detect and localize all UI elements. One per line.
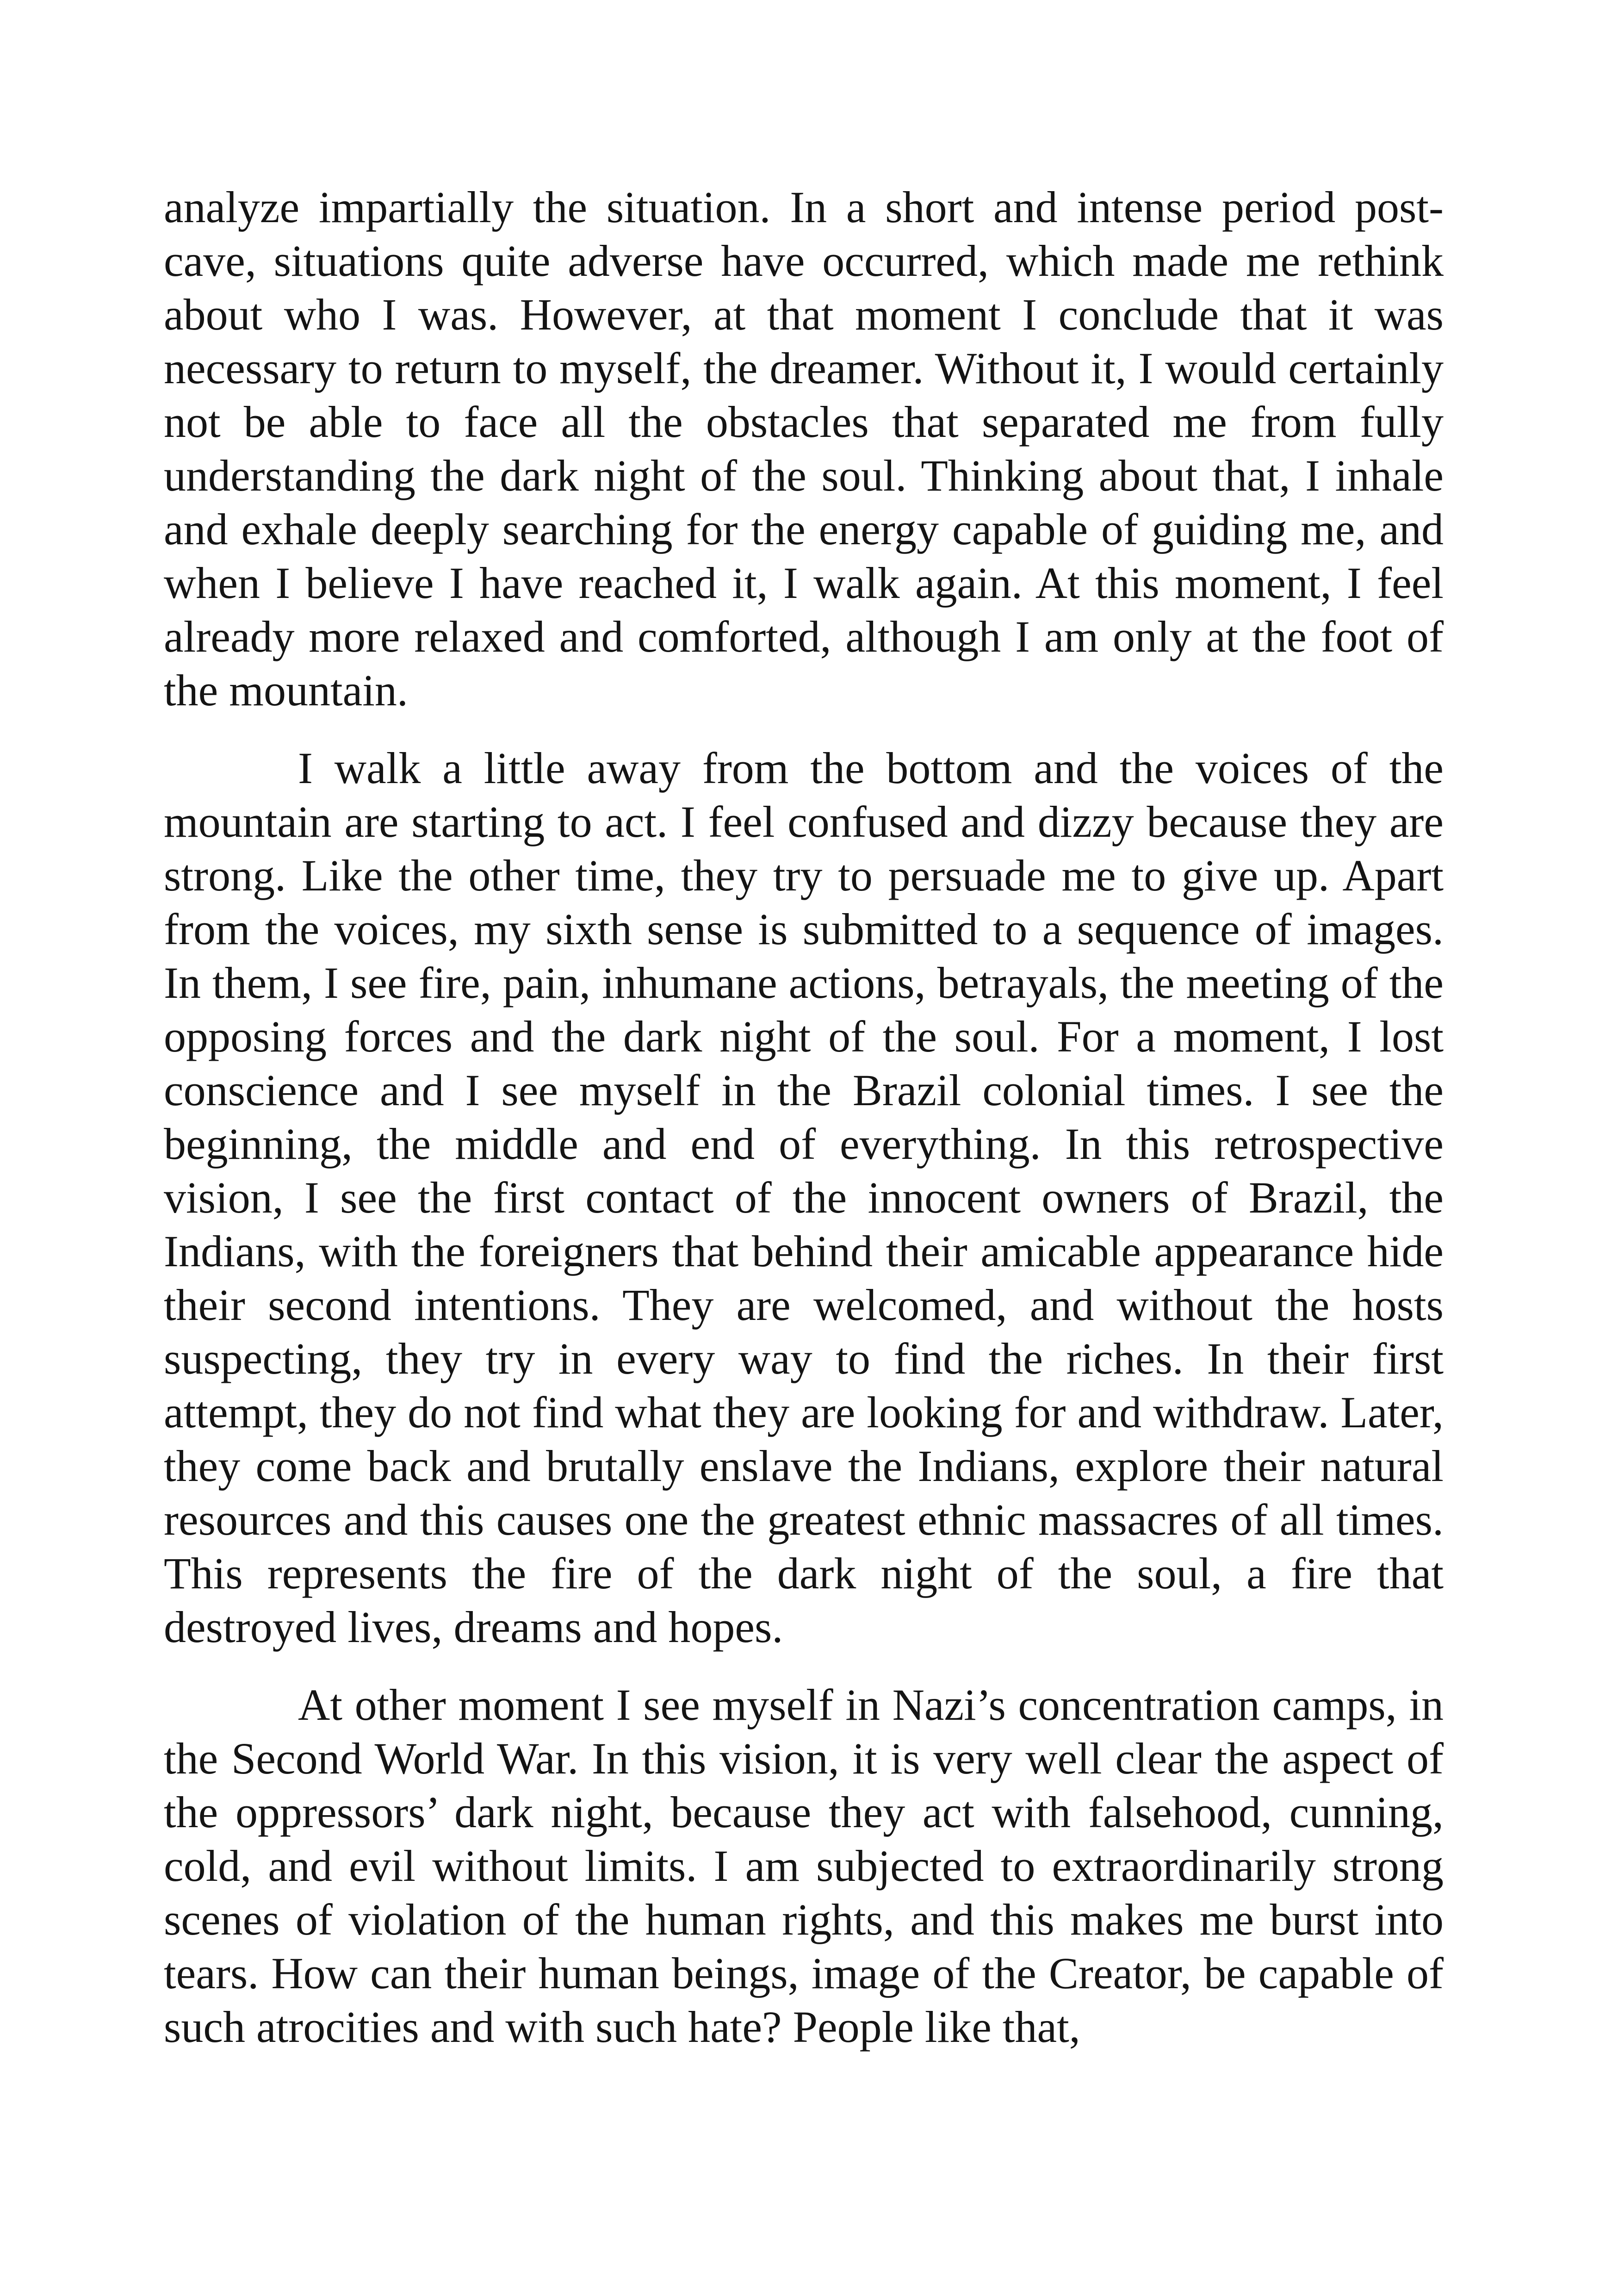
- paragraph-1: analyze impartially the situation. In a short and intense period post-cave, situations quite adverse have occurred, which made me rethink about who I was. However, at that moment I conclude that it was necessary to return to myself, the dreamer. Without it, I would certainly not be able to face all the obstacles that separated me from fully understanding the dark night of the soul. Thinking about that, I inhale and exhale deeply searching for the energy capable of guiding me, and when I believe I have reached it, I walk again. At this moment, I feel already more relaxed and comforted, although I am only at the foot of the mountain.: [164, 182, 1444, 715]
- body-text: [164, 180, 1444, 2054]
- paragraph-3: At other moment I see myself in Nazi’s concentration camps, in the Second World War. In this vision, it is very well clear the aspect of the oppressors’ dark night, because they act with falsehood, cunning, cold, and evil without limits. I am subjected to extraordinarily strong scenes of violation of the human rights, and this makes me burst into tears. How can their human beings, image of the Creator, be capable of such atrocities and with such hate? People like that,: [164, 1680, 1444, 2052]
- paragraph-2: I walk a little away from the bottom and the voices of the mountain are starting to act. I feel confused and dizzy because they are strong. Like the other time, they try to persuade me to give up. Apart from the voices, my sixth sense is submitted to a sequence of images. In them, I see fire, pain, inhumane actions, betrayals, the meeting of the opposing forces and the dark night of the soul. For a moment, I lost conscience and I see myself in the Brazil colonial times. I see the beginning, the middle and end of everything. In this retrospective vision, I see the first contact of the innocent owners of Brazil, the Indians, with the foreigners that behind their amicable appearance hide their second intentions. They are welcomed, and without the hosts suspecting, they try in every way to find the riches. In their first attempt, they do not find what they are looking for and withdraw. Later, they come back and brutally enslave the Indians, explore their natural resources and this causes one the greatest ethnic massacres of all times. This represents the fire of the dark night of the soul, a fire that destroyed lives, dreams and hopes.: [164, 743, 1444, 1652]
